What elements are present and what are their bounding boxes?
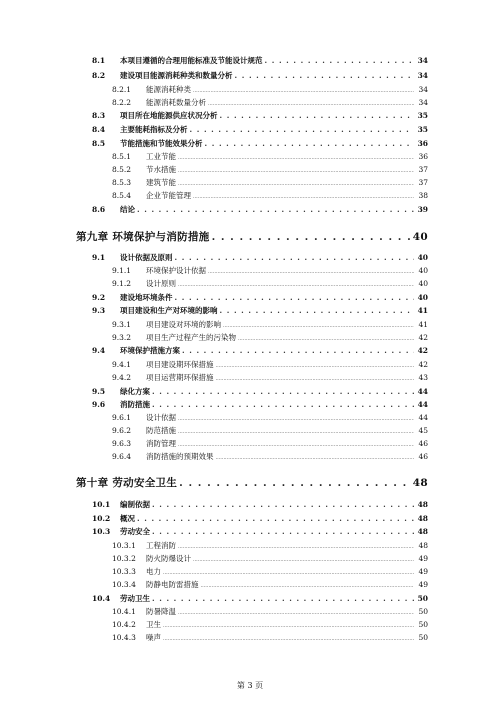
toc-entry-page: 48 xyxy=(412,477,428,489)
toc-entry xyxy=(112,619,428,630)
dot-leader xyxy=(216,455,415,461)
toc-entry-title: 企业节能管理 xyxy=(146,191,191,200)
toc-entry xyxy=(92,124,428,135)
toc-entry xyxy=(92,345,428,356)
toc-entry-page: 50 xyxy=(417,594,428,603)
toc-entry xyxy=(112,579,428,590)
toc-entry-title: 结论 xyxy=(120,205,135,214)
toc-entry-page: 49 xyxy=(418,567,428,576)
toc-entry xyxy=(112,438,428,449)
toc-entry-title: 卫生 xyxy=(146,620,161,629)
toc-entry-page: 48 xyxy=(418,541,428,550)
dot-leader xyxy=(205,139,415,148)
dot-leader xyxy=(190,125,415,134)
dot-leader xyxy=(216,363,415,369)
toc-entry-page: 49 xyxy=(418,554,428,563)
dot-leader xyxy=(182,346,414,355)
toc-entry-number: 10.4 xyxy=(92,594,111,603)
toc-entry-title: 节水措施 xyxy=(146,165,176,174)
toc-entry xyxy=(92,499,428,510)
toc-entry xyxy=(112,84,428,95)
toc-entry xyxy=(92,399,428,410)
toc-entry-number: 10.3.3 xyxy=(112,567,136,576)
toc-entry-title: 设计依据及原则 xyxy=(120,253,173,262)
toc-chapter-entry xyxy=(76,475,428,490)
dot-leader xyxy=(137,205,414,214)
toc-entry-page: 42 xyxy=(417,346,428,355)
toc-entry xyxy=(92,204,428,215)
toc-entry-title: 环境保护设计依据 xyxy=(146,266,206,275)
toc-entry-title: 工业节能 xyxy=(146,152,176,161)
toc-entry-number: 8.2.1 xyxy=(112,85,132,94)
toc-entry xyxy=(112,97,428,108)
toc-entry-number: 8.5 xyxy=(92,139,106,148)
toc-entry-title: 项目建设和生产对环境的影响 xyxy=(120,306,218,315)
toc-entry-title: 噪声 xyxy=(146,633,161,642)
toc-entry xyxy=(112,540,428,551)
dot-leader xyxy=(178,168,414,174)
toc-entry-title: 建设项目能源消耗种类和数量分析 xyxy=(120,71,233,80)
toc-entry-page: 36 xyxy=(418,152,428,161)
toc-entry-number: 8.2.2 xyxy=(112,98,132,107)
toc-entry-number: 9.6.2 xyxy=(112,426,132,435)
dot-leader xyxy=(163,623,414,629)
dot-leader xyxy=(178,155,414,161)
toc-entry xyxy=(112,278,428,289)
toc-entry-number: 8.2 xyxy=(92,71,106,80)
toc-entry-title: 项目建设对环境的影响 xyxy=(146,320,221,329)
toc-entry-page: 37 xyxy=(418,178,428,187)
toc-entry-page: 50 xyxy=(418,633,428,642)
toc-entry xyxy=(112,412,428,423)
toc-entry-title: 第十章 劳动安全卫生 xyxy=(76,477,178,489)
toc-entry-title: 能源消耗数量分析 xyxy=(146,98,206,107)
dot-leader xyxy=(178,416,414,422)
toc-entry-title: 工程消防 xyxy=(146,541,176,550)
toc-entry-page: 45 xyxy=(418,426,428,435)
toc-entry-title: 建设地环境条件 xyxy=(120,293,173,302)
toc-entry xyxy=(92,70,428,81)
toc-entry-page: 39 xyxy=(417,205,428,214)
toc-entry-title: 消防措施的预期效果 xyxy=(146,452,214,461)
toc-entry-title: 防暑降温 xyxy=(146,607,176,616)
toc-entry xyxy=(112,177,428,188)
toc-entry xyxy=(112,632,428,643)
toc-entry xyxy=(92,110,428,121)
toc-entry xyxy=(112,319,428,330)
toc-entry-page: 37 xyxy=(418,165,428,174)
toc-entry xyxy=(112,606,428,617)
toc-entry-number: 8.5.2 xyxy=(112,165,132,174)
toc-entry-page: 38 xyxy=(418,191,428,200)
dot-leader xyxy=(193,194,414,200)
toc-entry-number: 9.3.2 xyxy=(112,333,132,342)
toc-entry-title: 防范措施 xyxy=(146,426,176,435)
toc-entry-page: 41 xyxy=(418,320,428,329)
toc-entry-number: 10.4.3 xyxy=(112,633,136,642)
toc-entry-page: 40 xyxy=(417,253,428,262)
dot-leader xyxy=(178,544,414,550)
dot-leader xyxy=(152,387,414,396)
toc-entry-page: 48 xyxy=(417,514,428,523)
dot-leader xyxy=(265,56,415,65)
toc-entry-number: 8.5.4 xyxy=(112,191,132,200)
dot-leader xyxy=(175,253,415,262)
toc-entry-title: 防静电防雷措施 xyxy=(146,580,199,589)
dot-leader xyxy=(178,181,414,187)
toc-entry-number: 10.3.1 xyxy=(112,541,136,550)
toc-entry-title: 绿化方案 xyxy=(120,387,150,396)
toc-entry-number: 9.4.1 xyxy=(112,360,132,369)
toc-entry-number: 8.6 xyxy=(92,205,106,214)
toc-entry-page: 40 xyxy=(417,293,428,302)
dot-leader xyxy=(201,583,415,589)
toc-entry-title: 项目生产过程产生的污染物 xyxy=(146,333,236,342)
toc-entry-page: 48 xyxy=(417,500,428,509)
dot-leader xyxy=(208,269,414,275)
toc-entry-page: 42 xyxy=(418,360,428,369)
toc-entry-title: 电力 xyxy=(146,567,161,576)
dot-leader xyxy=(216,376,415,382)
toc-entry xyxy=(112,190,428,201)
dot-leader xyxy=(152,400,414,409)
toc-entry xyxy=(112,332,428,343)
toc-entry-title: 本项目遵循的合理用能标准及节能设计规范 xyxy=(120,56,263,65)
toc-entry-title: 消防措施 xyxy=(120,400,150,409)
toc-entry-number: 10.4.2 xyxy=(112,620,136,629)
toc-entry xyxy=(112,451,428,462)
toc-entry-title: 能源消耗种类 xyxy=(146,85,191,94)
dot-leader xyxy=(152,594,414,603)
toc-entry-page: 50 xyxy=(418,620,428,629)
toc-entry-title: 项目所在地能源供应状况分析 xyxy=(120,111,218,120)
toc-entry-title: 项目建设期环保措施 xyxy=(146,360,214,369)
toc-entry-page: 44 xyxy=(418,413,428,422)
toc-entry-title: 概况 xyxy=(120,514,135,523)
toc-entry-title: 环境保护措施方案 xyxy=(120,346,180,355)
toc-entry-page: 48 xyxy=(417,527,428,536)
toc-entry xyxy=(92,593,428,604)
toc-entry-number: 10.2 xyxy=(92,514,111,523)
dot-leader xyxy=(163,570,414,576)
dot-leader xyxy=(235,71,415,80)
toc-entry-number: 8.5.1 xyxy=(112,152,132,161)
toc-entry-page: 35 xyxy=(417,111,428,120)
toc-entry-number: 9.6.4 xyxy=(112,452,132,461)
toc-entry-page: 41 xyxy=(417,306,428,315)
toc-entry-title: 编制依据 xyxy=(120,500,150,509)
toc-entry-number: 10.3.2 xyxy=(112,554,136,563)
toc-entry-page: 46 xyxy=(418,439,428,448)
toc-entry-number: 10.4.1 xyxy=(112,607,136,616)
toc-entry-number: 8.3 xyxy=(92,111,106,120)
dot-leader xyxy=(178,442,414,448)
dot-leader xyxy=(175,293,415,302)
toc-entry-page: 40 xyxy=(412,231,428,243)
toc-entry-number: 10.3.4 xyxy=(112,580,136,589)
toc-entry-number: 9.3.1 xyxy=(112,320,132,329)
toc-entry-page: 36 xyxy=(417,139,428,148)
toc-entry-number: 8.4 xyxy=(92,125,106,134)
dot-leader xyxy=(223,323,414,329)
dot-leader xyxy=(152,527,414,536)
toc-entry xyxy=(112,164,428,175)
toc-chapter-entry xyxy=(76,229,428,244)
toc-entry-title: 劳动卫生 xyxy=(120,594,150,603)
toc-entry xyxy=(92,513,428,524)
toc-entry-number: 9.6.1 xyxy=(112,413,132,422)
toc-entry-title: 主要能耗指标及分析 xyxy=(120,125,188,134)
toc-entry xyxy=(112,372,428,383)
toc-entry-number: 9.4.2 xyxy=(112,373,132,382)
dot-leader xyxy=(238,336,414,342)
dot-leader xyxy=(178,429,414,435)
dot-leader xyxy=(178,610,414,616)
dot-leader xyxy=(178,282,414,288)
toc-entry-number: 9.1.1 xyxy=(112,266,132,275)
toc-entry-number: 10.3 xyxy=(92,527,111,536)
dot-leader xyxy=(152,500,414,509)
toc-entry-page: 42 xyxy=(418,333,428,342)
toc-entry-number: 9.1.2 xyxy=(112,279,132,288)
toc-entry-number: 9.4 xyxy=(92,346,106,355)
page-number-footer: 第 3 页 xyxy=(236,681,264,690)
dot-leader xyxy=(212,231,411,243)
dot-leader xyxy=(137,514,414,523)
toc-entry-title: 第九章 环境保护与消防措施 xyxy=(76,231,210,243)
toc-entry xyxy=(92,55,428,66)
dot-leader xyxy=(220,306,415,315)
toc-entry-number: 9.1 xyxy=(92,253,106,262)
toc-entry-number: 10.1 xyxy=(92,500,111,509)
toc-entry xyxy=(92,526,428,537)
dot-leader xyxy=(179,477,411,489)
toc-entry-title: 节能措施和节能效果分析 xyxy=(120,139,203,148)
toc-entry xyxy=(112,566,428,577)
toc-entry-title: 项目运营期环保措施 xyxy=(146,373,214,382)
dot-leader xyxy=(163,636,414,642)
toc-entry xyxy=(92,386,428,397)
toc-entry-page: 34 xyxy=(417,56,428,65)
toc-entry-number: 9.6.3 xyxy=(112,439,132,448)
toc-entry-page: 43 xyxy=(418,373,428,382)
toc-entry xyxy=(112,553,428,564)
toc-entry xyxy=(92,252,428,263)
toc-entry-number: 9.6 xyxy=(92,400,106,409)
toc-entry-page: 40 xyxy=(418,279,428,288)
toc-entry xyxy=(112,425,428,436)
toc-entry-number: 9.2 xyxy=(92,293,106,302)
toc-entry-number: 8.1 xyxy=(92,56,106,65)
toc-entry-page: 46 xyxy=(418,452,428,461)
toc-entry-number: 9.3 xyxy=(92,306,106,315)
toc-entry xyxy=(112,151,428,162)
toc-entry-title: 消防管理 xyxy=(146,439,176,448)
dot-leader xyxy=(193,88,414,94)
toc-entry-title: 设计原则 xyxy=(146,279,176,288)
toc-entry-page: 34 xyxy=(418,85,428,94)
toc-entry-page: 35 xyxy=(417,125,428,134)
toc-entry-title: 建筑节能 xyxy=(146,178,176,187)
dot-leader xyxy=(193,557,414,563)
toc-entry-page: 50 xyxy=(418,607,428,616)
toc-entry-title: 防火防爆设计 xyxy=(146,554,191,563)
toc-entry-page: 40 xyxy=(418,266,428,275)
toc-entry xyxy=(92,292,428,303)
toc-entry-page: 34 xyxy=(417,71,428,80)
toc-entry-page: 44 xyxy=(417,400,428,409)
toc-entry-page: 34 xyxy=(418,98,428,107)
toc-entry xyxy=(112,265,428,276)
toc-entry-number: 8.5.3 xyxy=(112,178,132,187)
dot-leader xyxy=(208,101,414,107)
toc-entry xyxy=(112,359,428,370)
toc-entry-title: 设计依据 xyxy=(146,413,176,422)
toc-entry xyxy=(92,305,428,316)
toc-entry-page: 44 xyxy=(417,387,428,396)
dot-leader xyxy=(220,111,415,120)
toc-entry-title: 劳动安全 xyxy=(120,527,150,536)
toc-entry xyxy=(92,138,428,149)
toc-entry-number: 9.5 xyxy=(92,387,106,396)
toc-entry-page: 49 xyxy=(418,580,428,589)
